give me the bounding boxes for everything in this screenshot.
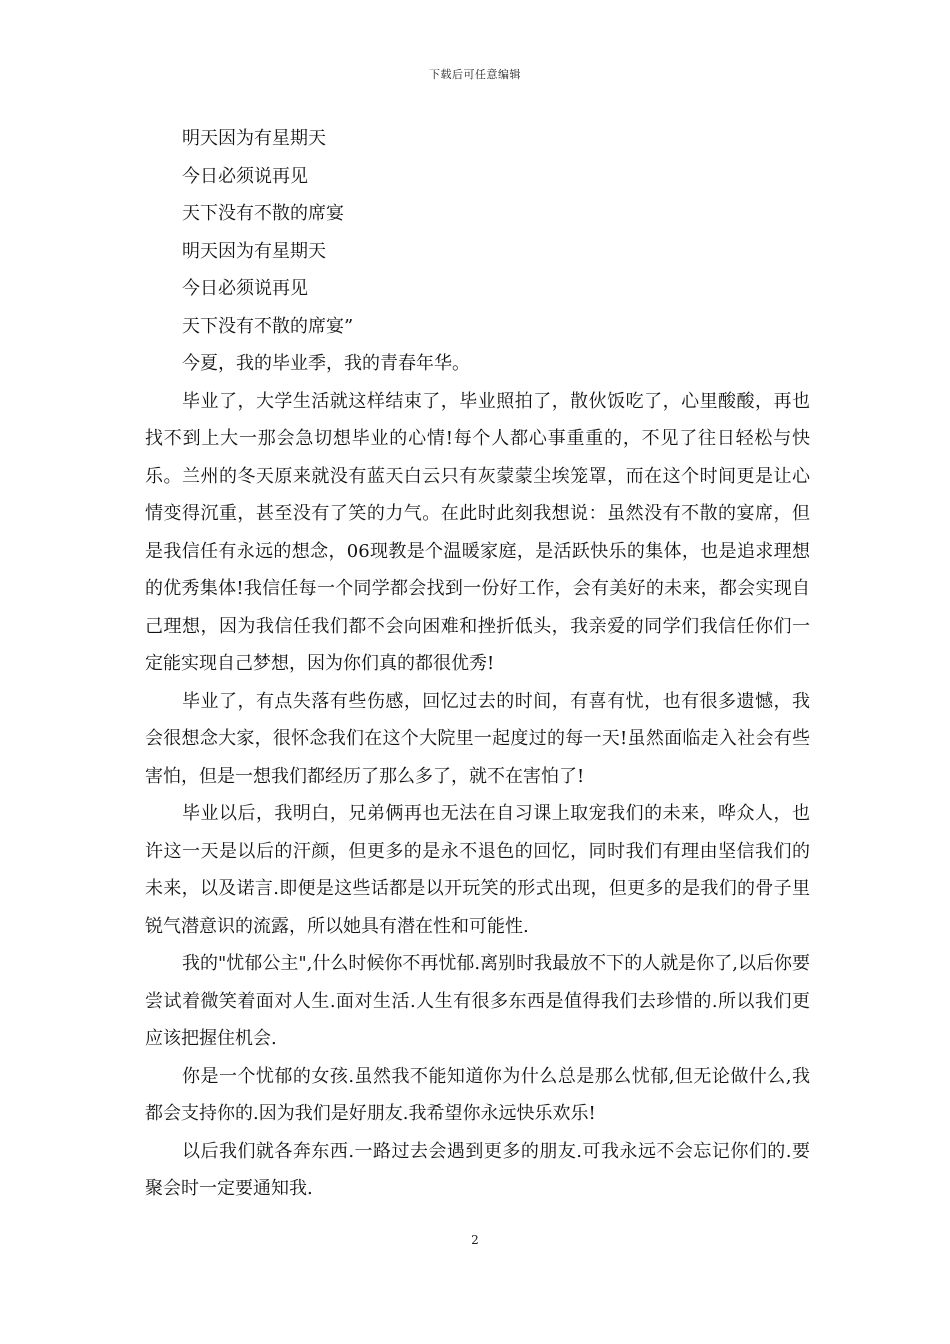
paragraph: 毕业了，有点失落有些伤感，回忆过去的时间，有喜有忧，也有很多遗憾，我会很想念大家，很怀念我们在这个大院里一起度过的每一天!虽然面临走入社会有些害怕，但是一想我们都经历了那么多了，就不在害怕了! bbox=[145, 690, 810, 787]
paragraph: 以后我们就各奔东西.一路过去会遇到更多的朋友.可我永远不会忘记你们的.要聚会时一定要通知我. bbox=[145, 1140, 810, 1199]
verse-line: 明天因为有星期天 bbox=[182, 240, 326, 262]
summer-line: 今夏，我的毕业季，我的青春年华。 bbox=[182, 353, 470, 374]
document-body bbox=[145, 120, 810, 1208]
verse-line: 天下没有不散的席宴 bbox=[182, 203, 344, 224]
page-number: 2 bbox=[471, 1233, 479, 1247]
verse-line: 天下没有不散的席宴” bbox=[182, 315, 354, 337]
page-header: 下载后可任意编辑 bbox=[429, 68, 521, 81]
paragraph: 毕业以后，我明白，兄弟俩再也无法在自习课上取宠我们的未来，哗众人，也许这一天是以后的汗颜，但更多的是永不退色的回忆，同时我们有理由坚信我们的未来，以及诺言.即便是这些话都是以开玩笑的形式出现，但更多的是我们的骨子里锐气潜意识的流露，所以她具有潜在性和可能性. bbox=[145, 803, 810, 937]
verse-line: 今日必须说再见 bbox=[182, 165, 308, 187]
paragraph: 我的"忧郁公主",什么时候你不再忧郁.离别时我最放不下的人就是你了,以后你要尝试着微笑着面对人生.面对生活.人生有很多东西是值得我们去珍惜的.所以我们更应该把握住机会. bbox=[145, 953, 810, 1049]
paragraph: 你是一个忧郁的女孩.虽然我不能知道你为什么总是那么忧郁,但无论做什么,我都会支持你的.因为我们是好朋友.我希望你永远快乐欢乐! bbox=[145, 1065, 810, 1124]
verse-line: 明天因为有星期天 bbox=[182, 128, 326, 149]
paragraph: 毕业了，大学生活就这样结束了，毕业照拍了，散伙饭吃了，心里酸酸，再也找不到上大一那会急切想毕业的心情!每个人都心事重重的，不见了往日轻松与快乐。兰州的冬天原来就没有蓝天白云只有灰蒙蒙尘埃笼罩，而在这个时间更是让心情变得沉重，甚至没有了笑的力气。在此时此刻我想说：虽然没有不散的宴席，但是我信任有永远的想念，06现教是个温暖家庭，是活跃快乐的集体，也是追求理想的优秀集体!我信任每一个同学都会找到一份好工作，会有美好的未来，都会实现自己理想，因为我信任我们都不会向困难和挫折低头，我亲爱的同学们我信任你们一定能实现自己梦想，因为你们真的都很优秀! bbox=[145, 390, 810, 674]
verse-line: 今日必须说再见 bbox=[182, 278, 308, 299]
